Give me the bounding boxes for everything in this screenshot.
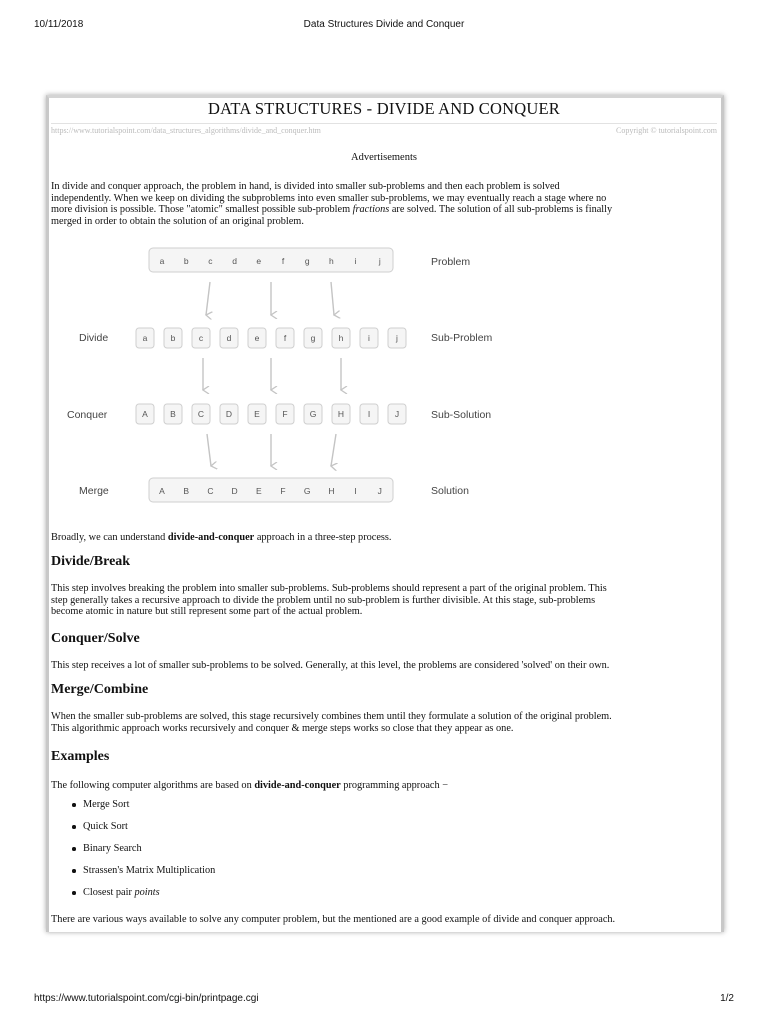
problem-letter: f — [281, 256, 285, 266]
bullet-icon — [72, 825, 76, 829]
source-url[interactable]: https://www.tutorialspoint.com/data_structures_algorithms/divide_and_conquer.htm — [51, 126, 321, 135]
solution-letter: C — [207, 486, 214, 496]
print-footer-url: https://www.tutorialspoint.com/cgi-bin/printpage.cgi — [34, 993, 259, 1004]
solution-letter: A — [159, 486, 165, 496]
print-header-title: Data Structures Divide and Conquer — [303, 19, 465, 30]
sub-solution-letter: G — [309, 409, 317, 419]
list-item-label: Closest pair — [83, 887, 135, 898]
print-date: 10/11/2018 — [34, 19, 84, 30]
solution-letter: D — [231, 486, 238, 496]
sub-problem-letter: j — [396, 333, 398, 343]
problem-letter: a — [159, 256, 165, 266]
sub-problem-letter: e — [254, 333, 260, 343]
list-item — [51, 798, 215, 820]
problem-letter: g — [304, 256, 310, 266]
bullet-icon — [72, 847, 76, 851]
sub-problem-letter: i — [368, 333, 370, 343]
list-item — [51, 820, 215, 842]
intro-emphasis: fractions — [352, 204, 390, 216]
solution-letter: B — [183, 486, 190, 496]
sub-solution-letter: C — [197, 409, 205, 419]
arrow — [206, 282, 210, 315]
intro-text: more division is possible. Those "atomic" smallest possible sub-problem — [51, 204, 353, 216]
bullet-icon — [72, 803, 76, 807]
sub-problem-letter: c — [198, 333, 204, 343]
sub-problem-letter: h — [338, 333, 344, 343]
sub-solution-letter: D — [225, 409, 233, 419]
conquer-arrows — [203, 358, 341, 390]
solution-letter: F — [280, 486, 286, 496]
paragraph-line: step generally takes a recursive approach to divide the problem until no sub-problem is further divisible. At this stage, sub-problems — [51, 594, 596, 606]
solution-letter: I — [354, 486, 357, 496]
heading-merge-combine: Merge/Combine — [51, 682, 149, 697]
problem-letter: e — [256, 256, 262, 266]
sub-solution-letter: B — [170, 409, 176, 419]
examples-bold: divide-and-conquer — [254, 780, 341, 791]
list-item — [51, 886, 215, 908]
heading-conquer-solve: Conquer/Solve — [51, 631, 140, 646]
intro-line: independently. When we keep on dividing the subproblems into even smaller sub-problems, we may eventually reach a stage where no — [51, 192, 607, 204]
sub-problem-letter: b — [170, 333, 176, 343]
examples-list — [51, 798, 215, 908]
solution-letter: E — [255, 486, 262, 496]
problem-letter: i — [354, 256, 357, 266]
intro-line: In divide and conquer approach, the problem in hand, is divided into smaller sub-problems and then each problem is solved — [51, 181, 560, 192]
side-label-sub-solution: Sub-Solution — [431, 409, 492, 421]
side-label-solution: Solution — [431, 485, 469, 497]
list-item-label: Merge Sort — [83, 799, 130, 810]
broadly-bold: divide-and-conquer — [167, 532, 255, 543]
broadly-text: approach in a three-step process. — [254, 532, 392, 543]
paragraph-line: This algorithmic approach works recursively and conquer & merge steps works so close that they appear as one. — [51, 722, 514, 734]
problem-letter: j — [378, 256, 381, 266]
examples-text: programming approach − — [340, 780, 449, 791]
merge-combine-paragraph — [51, 711, 717, 734]
sub-problem-letter: d — [226, 333, 232, 343]
examples-text: The following computer algorithms are based on — [51, 780, 255, 791]
bullet-icon — [72, 891, 76, 895]
page-title: DATA STRUCTURES - DIVIDE AND CONQUER — [208, 99, 560, 118]
divide-arrows — [206, 282, 334, 315]
row-label-divide: Divide — [79, 332, 109, 344]
solution-letter: H — [328, 486, 335, 496]
paragraph-line: become atomic in nature but still represent some part of the actual problem. — [51, 606, 363, 618]
sub-solution-letter: E — [254, 409, 260, 419]
list-item — [51, 864, 215, 886]
merge-arrows — [207, 434, 336, 466]
solution-letter: J — [377, 486, 382, 496]
heading-divide-break: Divide/Break — [51, 554, 131, 569]
intro-text: are solved. The solution of all sub-problems is finally — [389, 204, 613, 216]
arrow — [207, 434, 211, 466]
examples-intro — [51, 780, 717, 792]
sub-solution-letter: F — [282, 409, 288, 419]
side-label-sub-problem: Sub-Problem — [431, 332, 493, 344]
problem-letter: h — [329, 256, 334, 266]
sub-problem-letter: g — [310, 333, 316, 343]
broadly-paragraph — [51, 532, 717, 544]
broadly-text: Broadly, we can understand — [51, 532, 168, 543]
sub-solution-letter: H — [337, 409, 345, 419]
sub-solution-letter: A — [142, 409, 148, 419]
sub-problem-letter: f — [283, 333, 287, 343]
divide-break-paragraph — [51, 583, 717, 618]
bullet-icon — [72, 869, 76, 873]
problem-letter: b — [183, 256, 189, 266]
heading-examples: Examples — [51, 749, 110, 764]
closing-paragraph: There are various ways available to solve any computer problem, but the mentioned are a good example of divide and conquer approach. — [51, 914, 616, 925]
copyright-notice: Copyright © tutorialspoint.com — [616, 126, 717, 135]
divide-conquer-diagram — [51, 95, 717, 515]
print-page-number: 1/2 — [720, 993, 734, 1004]
sub-solution-letter: J — [394, 409, 400, 419]
list-item-emphasis: points — [134, 887, 160, 898]
list-item — [51, 842, 215, 864]
side-label-problem: Problem — [431, 256, 471, 268]
advertisements-label: Advertisements — [351, 152, 417, 163]
conquer-solve-paragraph: This step receives a lot of smaller sub-problems to be solved. Generally, at this level, the problems are considered 'solved' on their own. — [51, 660, 610, 671]
solution-letter: G — [303, 486, 311, 496]
paragraph-line: This step involves breaking the problem into smaller sub-problems. Sub-problems should represent a part of the original problem. This — [51, 583, 607, 594]
paragraph-line: When the smaller sub-problems are solved, this stage recursively combines them until they formulate a solution of the original problem. — [51, 711, 612, 722]
row-label-merge: Merge — [79, 485, 109, 497]
intro-line: merged in order to obtain the solution of an original problem. — [51, 215, 304, 227]
problem-letter: c — [208, 256, 213, 266]
list-item-label: Binary Search — [83, 843, 142, 854]
arrow — [331, 434, 336, 466]
problem-letter: d — [232, 256, 237, 266]
arrow — [331, 282, 334, 315]
sub-problem-letter: a — [142, 333, 148, 343]
sub-solution-letter: I — [367, 409, 371, 419]
list-item-label: Strassen's Matrix Multiplication — [83, 865, 216, 876]
row-label-conquer: Conquer — [67, 409, 108, 421]
list-item-label: Quick Sort — [83, 821, 128, 832]
